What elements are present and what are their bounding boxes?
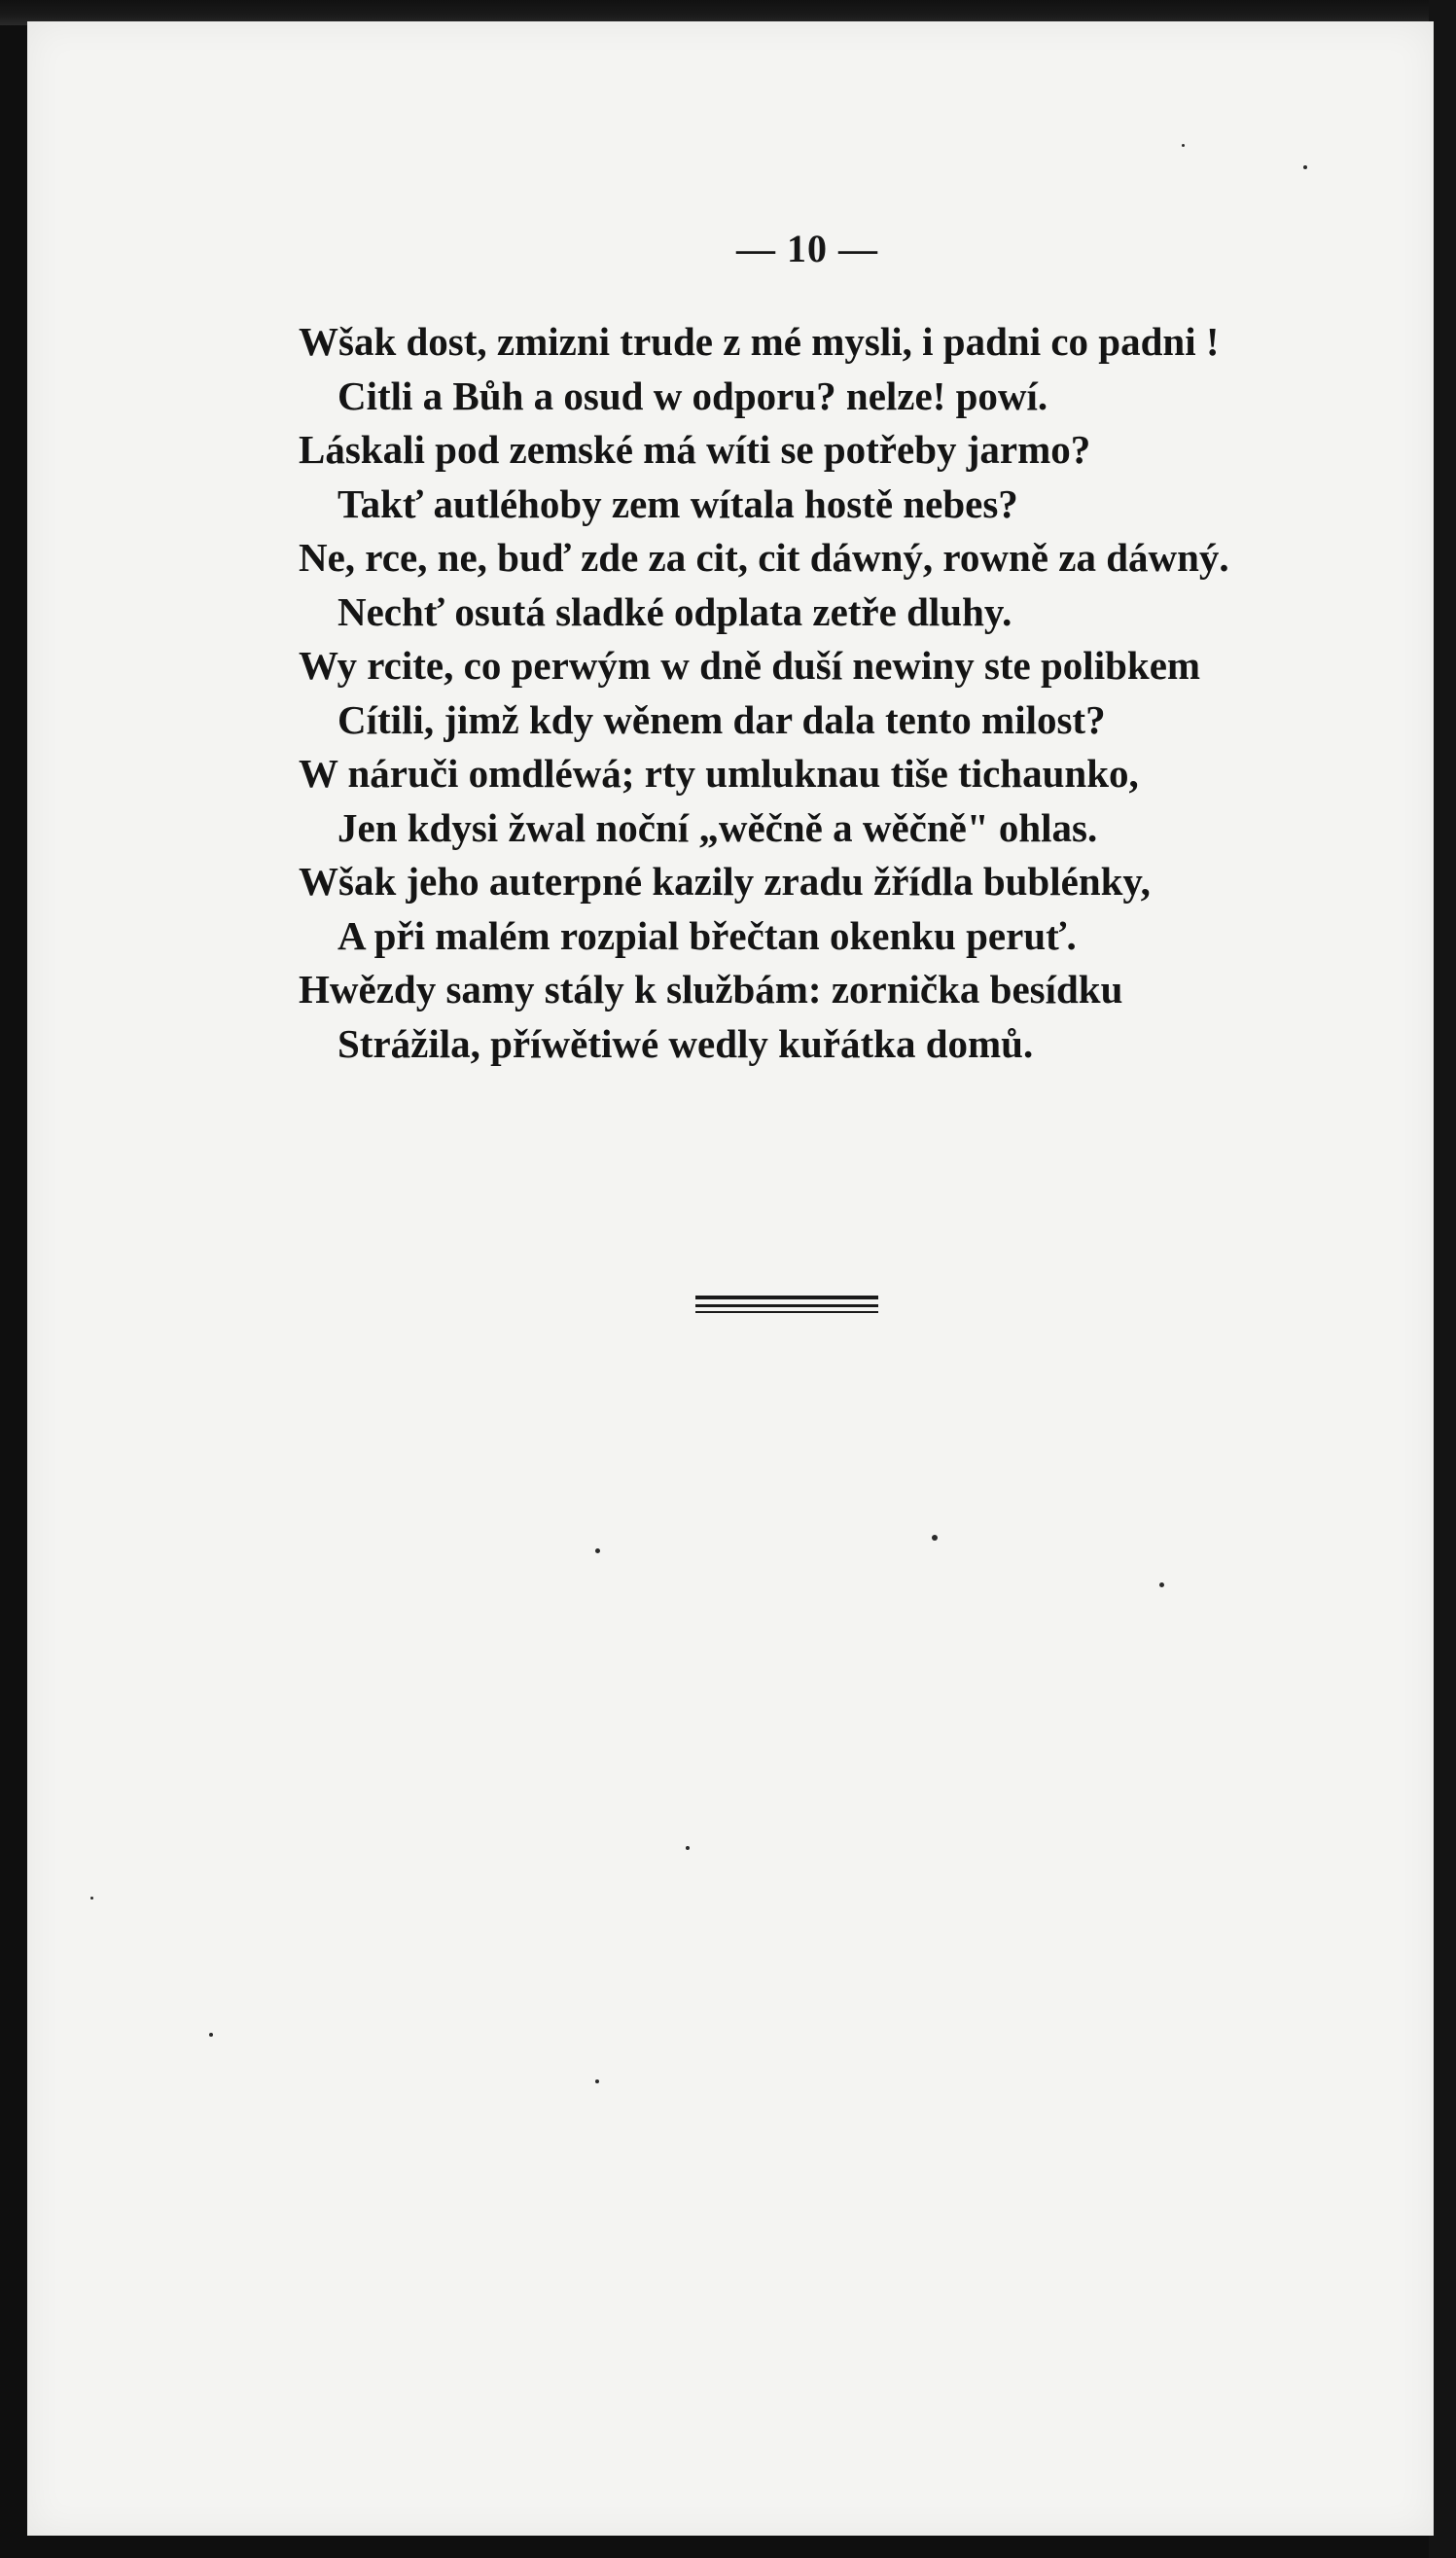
- end-ornament-rule: [695, 1304, 878, 1307]
- scan-speck: [595, 1548, 600, 1553]
- scan-speck: [932, 1535, 938, 1541]
- poem-line: Takť autléhoby zem wítala hostě nebes?: [337, 480, 1018, 526]
- poem-line: Strážila, příwětiwé wedly kuřátka domů.: [337, 1020, 1034, 1066]
- poem: [299, 315, 1310, 1071]
- poem-line: Jen kdysi žwal noční „wěčně a wěčně" ohlas.: [337, 804, 1098, 850]
- scan-speck: [209, 2033, 213, 2037]
- scan-speck: [1303, 165, 1307, 169]
- scan-speck: [595, 2079, 599, 2083]
- poem-line: Nechť osutá sladké odplata zetře dluhy.: [337, 588, 1012, 634]
- end-ornament-rule: [695, 1296, 878, 1299]
- scan-speck: [90, 1897, 93, 1900]
- poem-line: Wšak dost, zmizni trude z mé mysli, i padni co padni !: [299, 319, 1220, 364]
- scan-speck: [686, 1846, 690, 1850]
- scan-speck: [1182, 144, 1185, 147]
- poem-line: A při malém rozpial břečtan okenku peruť.: [337, 912, 1077, 958]
- poem-line: Hwězdy samy stály k službám: zornička besídku: [299, 967, 1123, 1012]
- poem-line: W náruči omdléwá; rty umluknau tiše tichaunko,: [299, 751, 1139, 796]
- scan-speck: [1159, 1582, 1164, 1587]
- page-number: — 10 —: [736, 227, 878, 270]
- poem-line: Cítili, jimž kdy wěnem dar dala tento milost?: [337, 696, 1106, 742]
- poem-line: Citli a Bůh a osud w odporu? nelze! powí.: [337, 373, 1048, 418]
- poem-line: Ne, rce, ne, buď zde za cit, cit dáwný, rowně za dáwný.: [299, 535, 1229, 580]
- poem-line: Láskali pod zemské má wíti se potřeby jarmo?: [299, 427, 1091, 472]
- end-ornament-rule: [695, 1311, 878, 1313]
- poem-line: Wšak jeho auterpné kazily zradu žřídla bublénky,: [299, 859, 1151, 904]
- poem-line: Wy rcite, co perwým w dně duší newiny ste polibkem: [299, 643, 1201, 688]
